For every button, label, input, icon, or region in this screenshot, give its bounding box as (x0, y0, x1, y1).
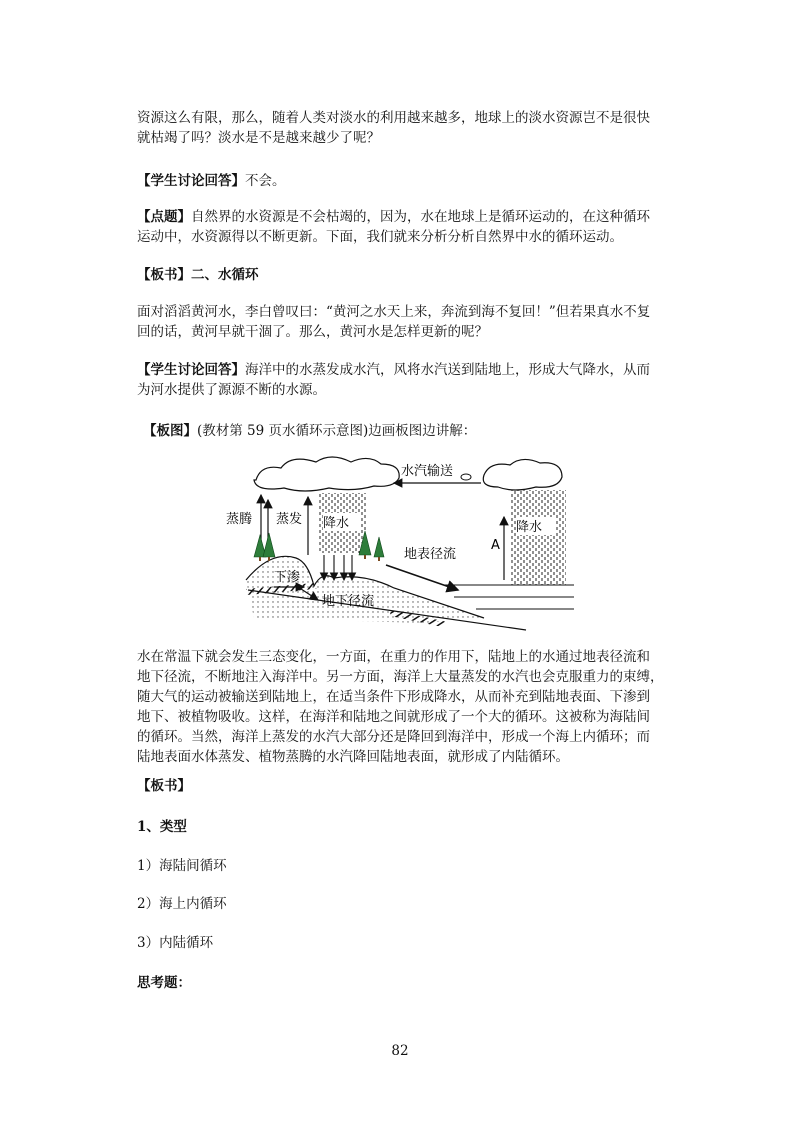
label: 【学生讨论回答】 (137, 362, 245, 378)
list-item: 3）内陆循环 (137, 935, 214, 951)
sea-cloud (483, 459, 562, 490)
paragraph-5: 面对滔滔黄河水，李白曾叹曰：“黄河之水天上来，奔流到海不复回！”但若果真水不复 回的话，黄河早就干涸了。那么，黄河水是怎样更新的呢？ (137, 304, 651, 340)
paragraph-8: 水在常温下就会发生三态变化，一方面，在重力的作用下，陆地上的水通过地表径流和 地下径流，不断地注入海洋中。另一方面，海洋上大量蒸发的水汽也会克服重力的束缚， 随大气的运动被输送到陆地上，在适当条件下形成降水，从而补充到陆地表面、下渗到 地下、被植物吸收。这样，在海洋和陆地之间就形成了一个大的循环。这被称为海陆间 的循环。当然，海洋上蒸发的水汽大部分还是降回到海洋中，形成一个海上内循环；而 陆地表面水体蒸发、植物蒸腾的水汽降回陆地表面，就形成了内陆循环。 (137, 649, 664, 765)
paragraph-1: 资源这么有限，那么，随着人类对淡水的利用越来越多，地球上的淡水资源岂不是很快 就枯竭了吗？淡水是不是越来越少了呢？ (137, 110, 650, 146)
types-heading: 1、类型 (137, 819, 187, 835)
list-item: 1）海陆间循环 (137, 858, 227, 874)
label: 【板图】 (143, 423, 197, 439)
land-cloud (254, 457, 399, 491)
section-heading: 【板书】二、水循环 (137, 267, 259, 283)
label-evaporation: 蒸发 (276, 512, 303, 527)
label-surface-runoff: 地表径流 (404, 547, 457, 562)
paragraph-6: 【学生讨论回答】海洋中的水蒸发成水汽，风将水汽送到陆地上，形成大气降水，从而 为河水提供了源源不断的水源。 (137, 362, 650, 398)
paragraph-3: 【点题】自然界的水资源是不会枯竭的，因为，水在地球上是循环运动的，在这种循环 运动中，水资源得以不断更新。下面，我们就来分析分析自然界中水的循环运动。 (137, 209, 650, 245)
label-precipitation-land: 降水 (323, 516, 350, 531)
label: 【点题】 (137, 209, 191, 225)
label-transport: 水汽输送 (401, 464, 454, 479)
label-infiltration: 下渗 (274, 570, 301, 585)
page-number: 82 (391, 1043, 409, 1059)
board-heading: 【板书】 (137, 778, 191, 794)
water-cycle-diagram (226, 455, 576, 635)
paragraph-7: 【板图】(教材第 59 页水循环示意图)边画板图边讲解： (143, 423, 477, 439)
label-precipitation-sea: 降水 (516, 520, 543, 535)
paragraph-2: 【学生讨论回答】不会。 (137, 173, 286, 189)
think-heading: 思考题： (137, 975, 191, 991)
label: 【学生讨论回答】 (137, 173, 245, 189)
label-point-a: A (491, 538, 500, 553)
label-transpiration: 蒸腾 (226, 512, 253, 527)
list-item: 2）海上内循环 (137, 896, 227, 912)
label-groundwater-runoff: 地下径流 (322, 594, 375, 609)
